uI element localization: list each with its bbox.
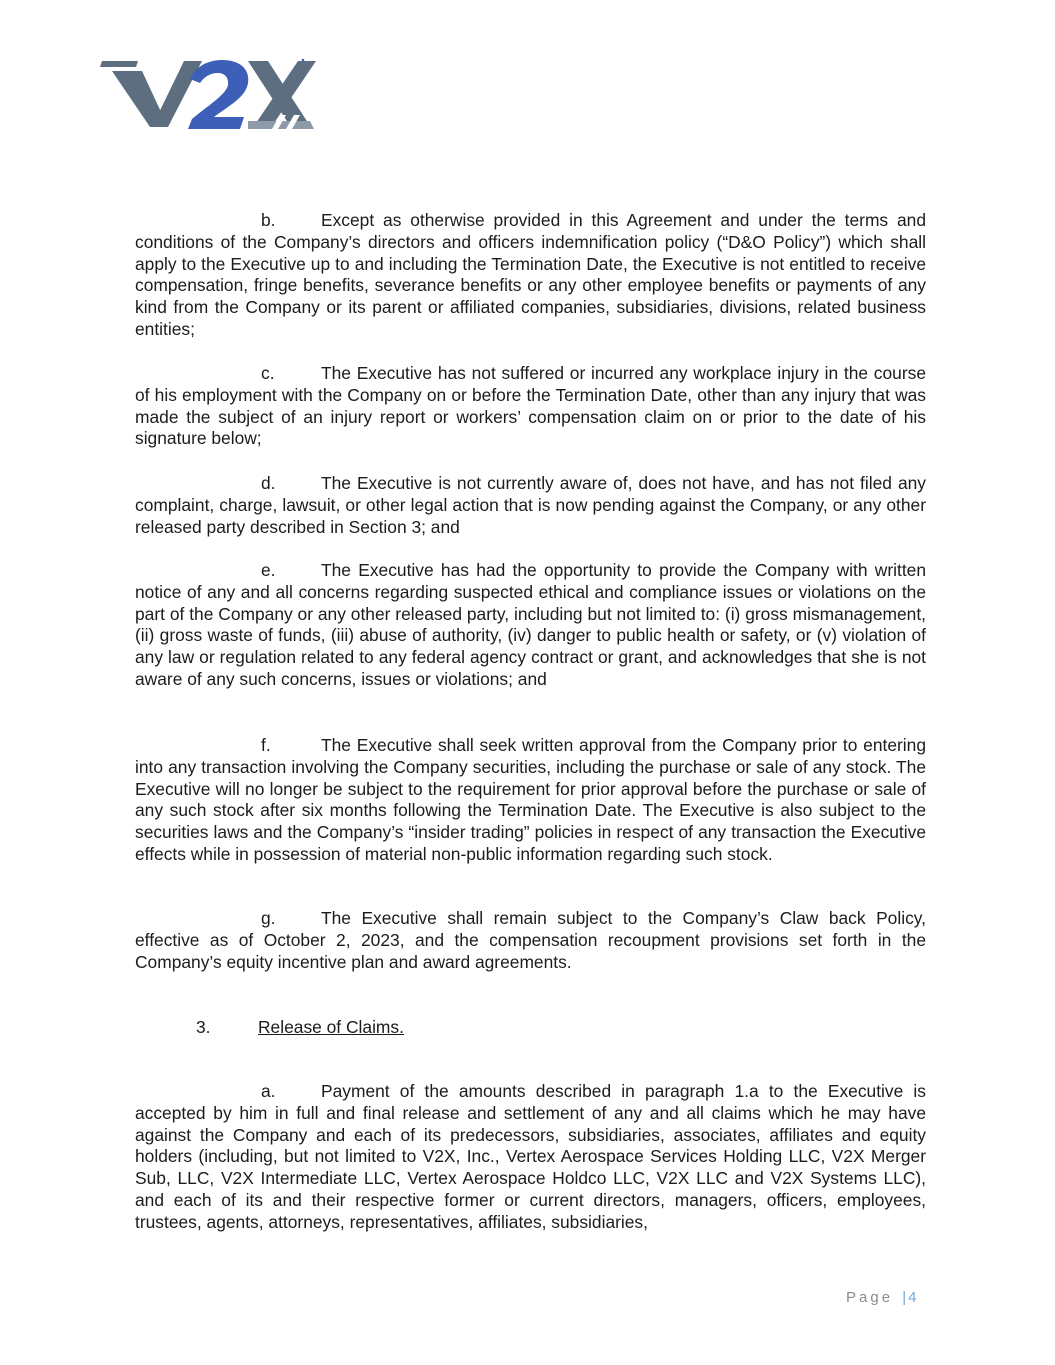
logo-text: V2X xyxy=(98,55,100,56)
clause-f xyxy=(135,735,926,866)
release-clause-a xyxy=(135,1081,926,1234)
clause-label: f. xyxy=(261,735,271,755)
page-label: Page xyxy=(846,1289,894,1306)
section-title: Release of Claims. xyxy=(258,1017,404,1037)
v2x-logo xyxy=(98,55,316,135)
clause-label: a. xyxy=(261,1081,276,1101)
clause-label: e. xyxy=(261,560,276,580)
clause-label: d. xyxy=(261,473,276,493)
clause-text: The Executive has had the opportunity to provide the Company with written notice of any and all concerns regarding suspected ethical and compliance issues or violations on the part of the Company or any other released party, including but not limited to: (i) gross mismanagement, (ii) gross waste of funds, (iii) abuse of authority, (iv) danger to public health or safety, or (v) violation of any law or regulation related to any federal agency contract or grant, and acknowledges that she is not aware of any such concerns, issues or violations; and xyxy=(135,560,926,689)
clause-text: Payment of the amounts described in paragraph 1.a to the Executive is accepted by him in full and final release and settlement of any and all claims which he may have against the Company and each of its predecessors, subsidiaries, associates, affiliates and equity holders (including, but not limited to V2X, Inc., Vertex Aerospace Services Holding LLC, V2X Merger Sub, LLC, V2X Intermediate LLC, Vertex Aerospace Holdco LLC, V2X LLC and V2X Systems LLC), and each of its and their respective former or current directors, managers, officers, employees, trustees, agents, attorneys, representatives, affiliates, subsidiaries, xyxy=(135,1081,926,1232)
clause-d xyxy=(135,473,926,538)
clause-text: Except as otherwise provided in this Agreement and under the terms and conditions of the Company’s directors and officers indemnification policy (“D&O Policy”) which shall apply to the Executive up to and including the Termination Date, the Executive is not entitled to receive compensation, fringe benefits, severance benefits or any other employee benefits or payments of any kind from the Company or its parent or affiliated companies, subsidiaries, divisions, related business entities; xyxy=(135,210,926,339)
clause-b xyxy=(135,210,926,341)
clause-label: c. xyxy=(261,363,275,383)
clause-e xyxy=(135,560,926,691)
clause-text: The Executive has not suffered or incurred any workplace injury in the course of his employment with the Company on or before the Termination Date, other than any injury that was made the subject of an injury report or workers’ compensation claim on or prior to the date of his signature below; xyxy=(135,363,926,449)
clause-text: The Executive shall remain subject to the Company’s Claw back Policy, effective as of October 2, 2023, and the compensation recoupment provisions set forth in the Company’s equity incentive plan and award agreements. xyxy=(135,908,926,972)
clause-label: b. xyxy=(261,210,276,230)
clause-text: The Executive is not currently aware of, does not have, and has not filed any complaint, charge, lawsuit, or other legal action that is now pending against the Company, or any other released party described in Section 3; and xyxy=(135,473,926,537)
clause-g xyxy=(135,908,926,973)
section-number: 3. xyxy=(196,1017,211,1037)
section-heading xyxy=(196,1016,404,1038)
clause-c xyxy=(135,363,926,450)
clause-text: The Executive shall seek written approval from the Company prior to entering into any transaction involving the Company securities, including the purchase or sale of any stock. The Executive will no longer be subject to the requirement for prior approval before the purchase or sale of any such stock after six months following the Termination Date. The Executive is also subject to the securities laws and the Company’s “insider trading” policies in respect of any transaction the Executive effects while in possession of material non-public information regarding such stock. xyxy=(135,735,926,864)
page-footer xyxy=(846,1289,916,1306)
page-number: 4 xyxy=(908,1289,917,1306)
clause-label: g. xyxy=(261,908,276,928)
page-separator: | xyxy=(902,1289,907,1306)
